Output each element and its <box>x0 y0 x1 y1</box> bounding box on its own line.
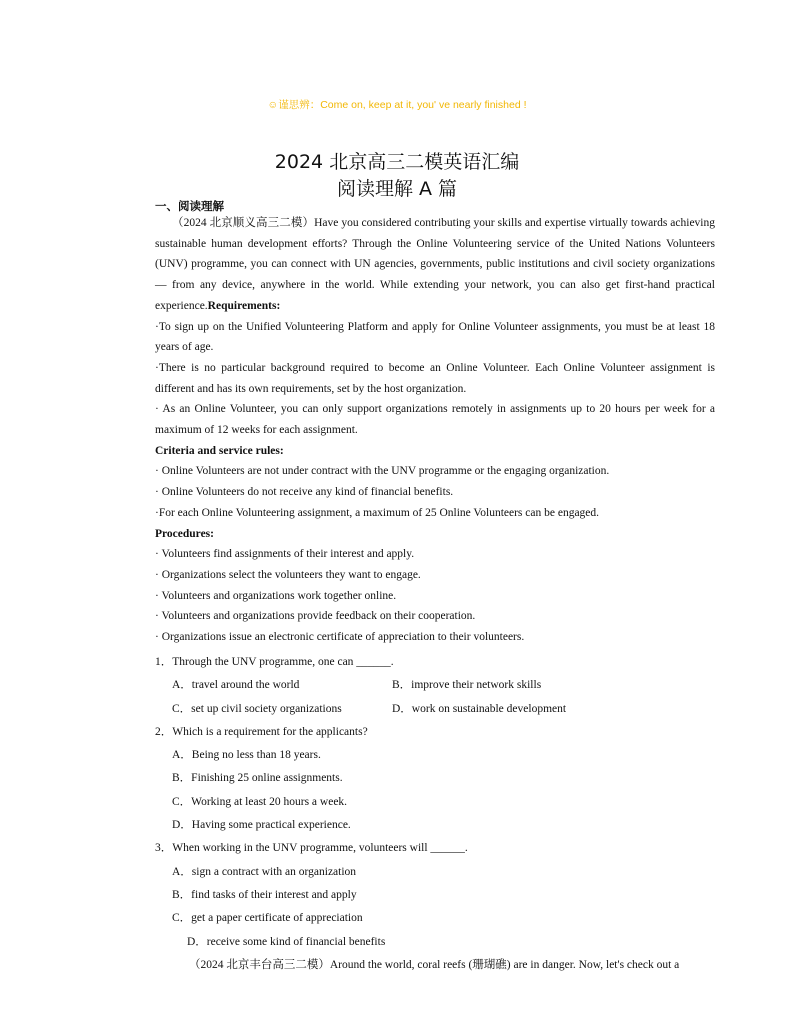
option-b: B．find tasks of their interest and apply <box>172 888 357 901</box>
option-a: A．sign a contract with an organization <box>172 865 357 878</box>
option-c: C．get a paper certificate of appreciation <box>172 912 363 925</box>
question-1-options-row <box>155 674 715 697</box>
procedure-item: · Volunteers find assignments of their interest and apply. <box>155 548 415 561</box>
procedure-item: · Organizations issue an electronic certificate of appreciation to their volunteers. <box>155 631 525 644</box>
option-c: C．set up civil society organizations <box>172 702 342 715</box>
reading-passage <box>155 213 715 648</box>
option-d: D．Having some practical experience. <box>172 819 351 832</box>
procedure-item: · Volunteers and organizations work together online. <box>155 589 397 602</box>
requirements-heading: Requirements: <box>207 299 281 312</box>
criteria-item: · Online Volunteers are not under contract with the UNV programme or the engaging organization. <box>155 465 610 478</box>
option-d: D．work on sustainable development <box>392 702 567 715</box>
criteria-item: ·For each Online Volunteering assignment, a maximum of 25 Online Volunteers can be engaged. <box>155 506 600 519</box>
option-a: A．travel around the world <box>172 679 300 692</box>
doc-title: 2024 北京高三二模英语汇编 <box>274 151 520 173</box>
option-d: D．receive some kind of financial benefits <box>187 935 386 948</box>
procedure-item: · Volunteers and organizations provide feedback on their cooperation. <box>155 610 476 623</box>
option-b: B．improve their network skills <box>392 679 542 692</box>
procedures-heading: Procedures: <box>155 527 214 540</box>
requirement-item: ·To sign up on the Unified Volunteering Platform and apply for Online Volunteer assignments, you must be at least 18 years of age. <box>155 320 715 354</box>
option-b: B．Finishing 25 online assignments. <box>172 772 343 785</box>
requirement-item: · As an Online Volunteer, you can only support organizations remotely in assignments up to 20 hours per week for a maximum of 12 weeks for each assignment. <box>155 403 715 437</box>
section-heading: 一、阅读理解 <box>155 199 224 213</box>
procedure-item: · Organizations select the volunteers they want to engage. <box>155 568 421 581</box>
option-c: C．Working at least 20 hours a week. <box>172 795 348 808</box>
motivation-banner: ☺谨思辨：Come on, keep at it, you' ve nearly finished ! <box>267 99 527 111</box>
question-2-stem: 2．Which is a requirement for the applicants? <box>155 725 368 738</box>
next-passage-intro: （2024 北京丰台高三二模）Around the world, coral reefs (珊瑚礁) are in danger. Now, let's check out a <box>189 958 680 971</box>
question-list <box>155 651 715 977</box>
doc-subtitle: 阅读理解 A 篇 <box>336 178 458 200</box>
question-1-stem: 1．Through the UNV programme, one can ______. <box>155 656 394 668</box>
question-3-stem: 3．When working in the UNV programme, volunteers will ______. <box>155 842 468 855</box>
passage-intro: （2024 北京顺义高三二模）Have you considered contributing your skills and expertise virtually towards achieving sustainable human development efforts? Through the Online Volunteering service of the United Nations Volunteers (UNV) programme, you can connect with UN agencies, governments, public institutions and civil society organizations — from any device, anywhere in the world. While extending your network, you can also get first-hand practical experience.Requirements: <box>155 217 715 312</box>
criteria-item: · Online Volunteers do not receive any kind of financial benefits. <box>155 486 454 499</box>
criteria-heading: Criteria and service rules: <box>155 444 284 457</box>
question-1-options-row <box>155 698 715 721</box>
requirement-item: ·There is no particular background required to become an Online Volunteer. Each Online Volunteer assignment is different and has its own requirements, set by the host organization. <box>155 361 715 395</box>
option-a: A．Being no less than 18 years. <box>172 749 321 762</box>
